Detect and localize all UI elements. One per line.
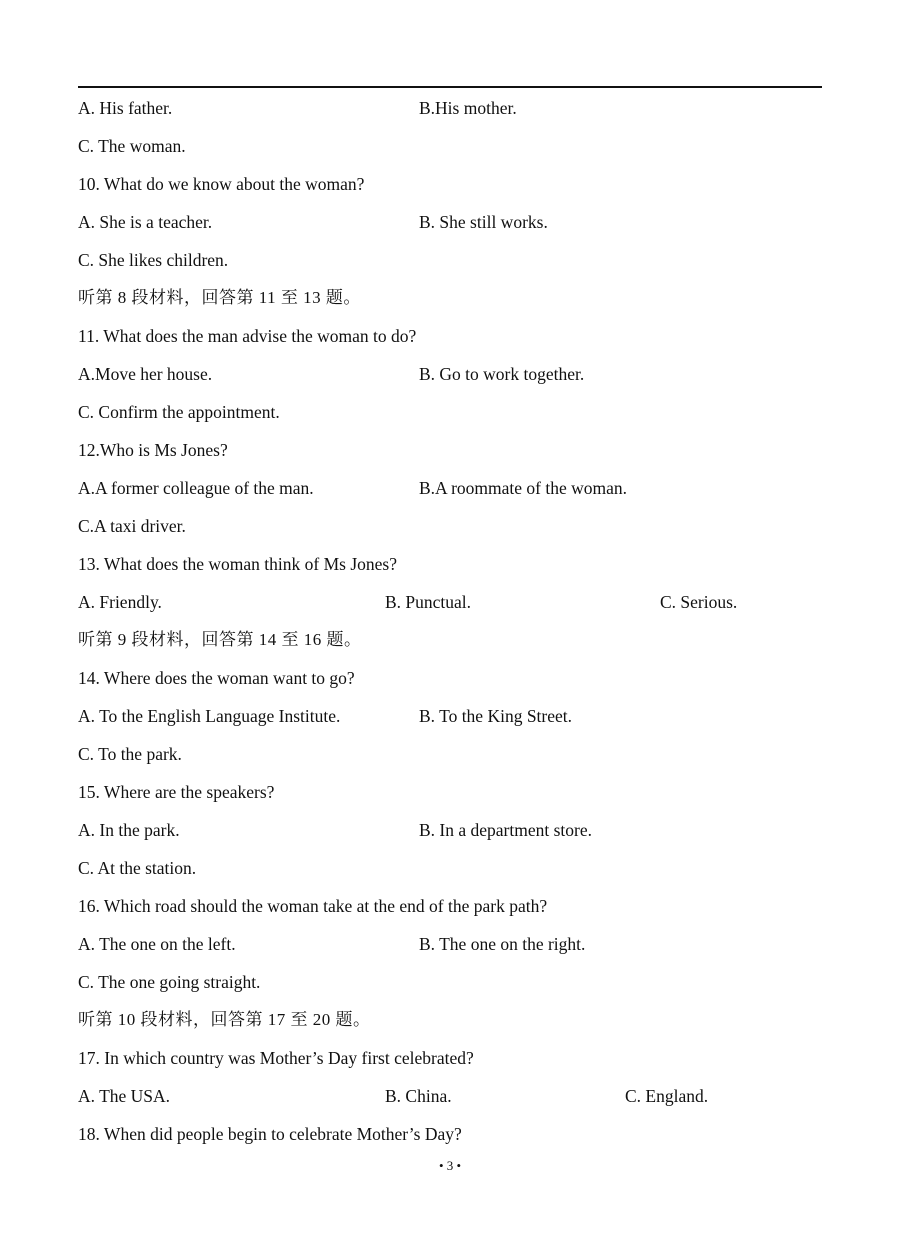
section-heading-text: 听第 8 段材料，回答第 11 至 13 题。 [78,288,361,307]
option-c: C. At the station. [78,858,197,878]
option-c: C. The one going straight. [78,972,261,992]
option-b: B.His mother. [419,98,517,118]
option-c: C. She likes children. [78,250,229,270]
option-a: A. In the park. [78,820,180,840]
page-number: • 3 • [438,1158,462,1173]
section-heading-text: 听第 10 段材料，回答第 17 至 20 题。 [78,1010,371,1029]
question-text: 11. What does the man advise the woman to do? [78,326,417,346]
option-b: B. To the King Street. [419,706,573,726]
option-a: A. Friendly. [78,592,162,612]
question-text: 15. Where are the speakers? [78,782,275,802]
option-a: A. She is a teacher. [78,212,213,232]
option-c: C. England. [625,1086,709,1106]
option-b: B. China. [385,1086,452,1106]
question-text: 12.Who is Ms Jones? [78,440,228,460]
option-a: A.Move her house. [78,364,213,384]
question-text: 17. In which country was Mother’s Day first celebrated? [78,1048,474,1068]
option-a: A. To the English Language Institute. [78,706,341,726]
question-text: 18. When did people begin to celebrate Mother’s Day? [78,1124,462,1144]
top-rule [78,86,822,88]
option-c: C. Serious. [660,592,738,612]
option-c: C.A taxi driver. [78,516,186,536]
option-b: B. In a department store. [419,820,593,840]
option-c: C. The woman. [78,136,186,156]
section-heading-text: 听第 9 段材料，回答第 14 至 16 题。 [78,630,362,649]
option-c: C. Confirm the appointment. [78,402,280,422]
option-b: B. Punctual. [385,592,472,612]
option-b: B.A roommate of the woman. [419,478,628,498]
option-a: A.A former colleague of the man. [78,478,314,498]
question-text: 10. What do we know about the woman? [78,174,365,194]
option-b: B. The one on the right. [419,934,586,954]
question-text: 13. What does the woman think of Ms Jones? [78,554,398,574]
option-a: A. The USA. [78,1086,171,1106]
option-b: B. Go to work together. [419,364,585,384]
option-a: A. The one on the left. [78,934,236,954]
question-text: 16. Which road should the woman take at the end of the park path? [78,896,548,916]
option-a: A. His father. [78,98,173,118]
option-b: B. She still works. [419,212,548,232]
question-text: 14. Where does the woman want to go? [78,668,355,688]
option-c: C. To the park. [78,744,182,764]
